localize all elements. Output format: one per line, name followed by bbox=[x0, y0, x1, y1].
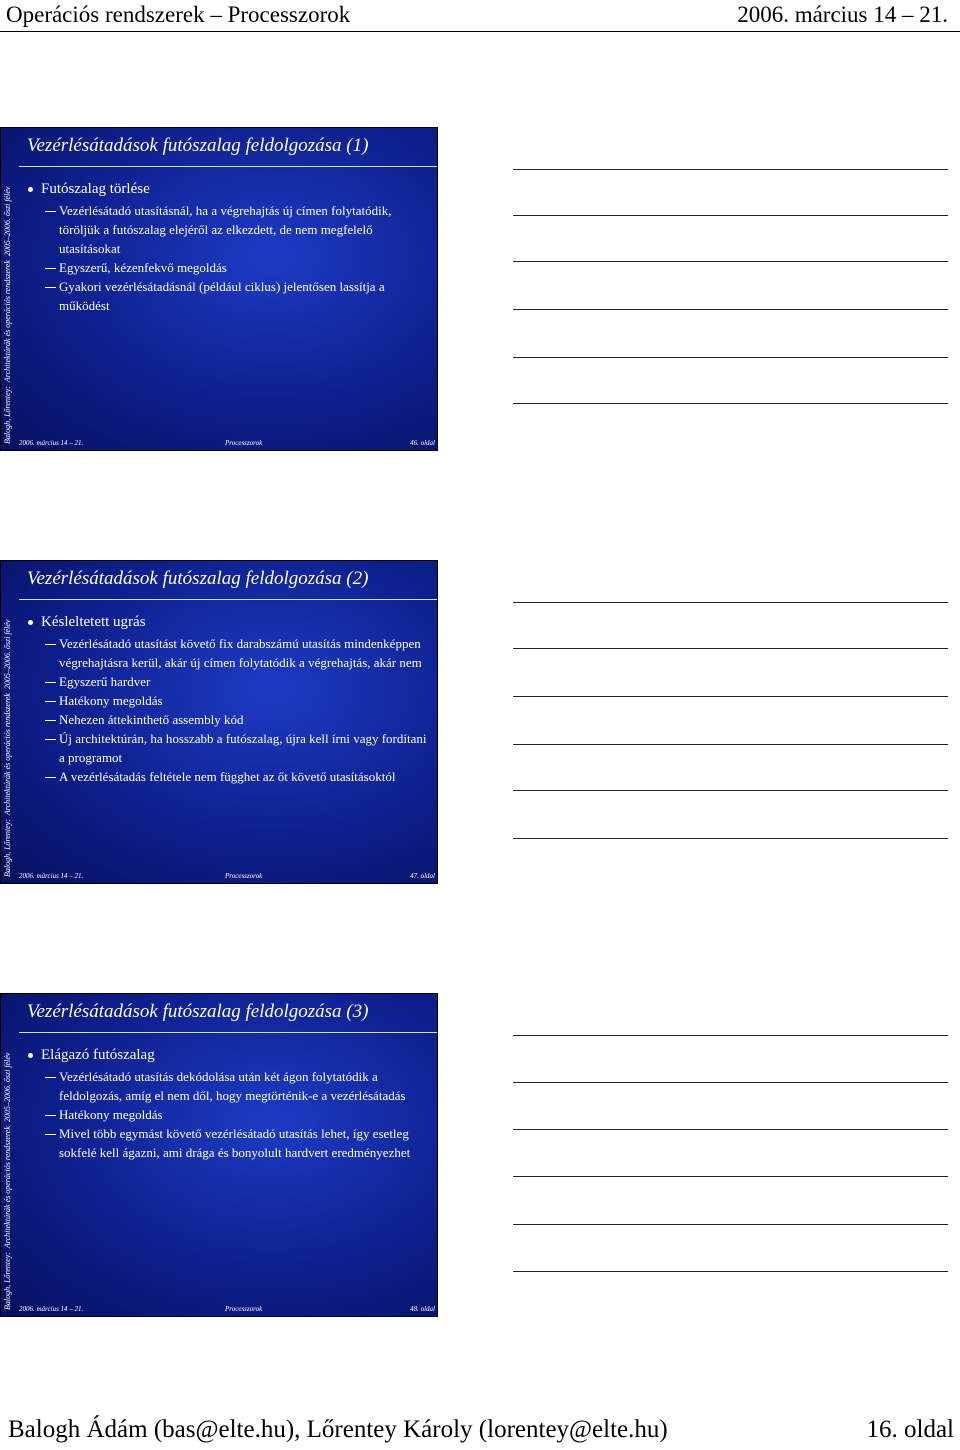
sub-item bbox=[27, 1067, 431, 1105]
slide-body bbox=[27, 1046, 431, 1162]
sub-text: Vezérlésátadó utasítást követő fix darabszámú utasítás mindenképpen végrehajtásra kerül, akár új címen folytatódik a végrehajtás, akár nem bbox=[59, 636, 422, 670]
sub-text: Egyszerű, kézenfekvő megoldás bbox=[59, 260, 227, 275]
sub-text: Egyszerű hardver bbox=[59, 674, 151, 689]
slide-footer-date: 2006. március 14 – 21. bbox=[19, 872, 84, 880]
note-line bbox=[513, 696, 948, 697]
note-line bbox=[513, 1176, 948, 1177]
side-label-authors: Balogh, Lőrentey: bbox=[3, 386, 12, 444]
sub-text: Nehezen áttekinthető assembly kód bbox=[59, 712, 244, 727]
sub-item bbox=[27, 634, 431, 672]
slide-footer-page: 48. oldal bbox=[410, 1305, 435, 1313]
sub-item bbox=[27, 767, 431, 786]
sub-item bbox=[27, 1124, 431, 1162]
slide-body bbox=[27, 180, 431, 315]
bullet-text: Elágazó futószalag bbox=[41, 1047, 155, 1063]
sub-text: Mivel több egymást követő vezérlésátadó utasítás lehet, így esetleg sokfelé kell ágazni, ami drága és bonyolult hardvert eredményezhet bbox=[59, 1126, 411, 1160]
side-label-authors: Balogh, Lőrentey: bbox=[3, 819, 12, 877]
sub-text: Hatékony megoldás bbox=[59, 1107, 163, 1122]
bullet-text: Futószalag törlése bbox=[41, 181, 150, 197]
side-label-term: 2005–2006. őszi félév bbox=[3, 619, 12, 690]
sub-item bbox=[27, 277, 431, 315]
header-title: Operációs rendszerek – Processzorok bbox=[6, 2, 351, 27]
sub-text: A vezérlésátadás feltétele nem függhet az őt követő utasításoktól bbox=[59, 769, 396, 784]
slide-footer-topic: Processzorok bbox=[225, 439, 263, 447]
bullet-dot-icon bbox=[28, 187, 33, 192]
note-line bbox=[513, 602, 948, 603]
sub-item bbox=[27, 710, 431, 729]
side-label-term: 2005–2006. őszi félév bbox=[3, 1052, 12, 1123]
dash-icon bbox=[45, 739, 56, 740]
slide-footer-page: 47. oldal bbox=[410, 872, 435, 880]
slide-title-divider bbox=[19, 1032, 437, 1033]
side-label-term: 2005–2006. őszi félév bbox=[3, 186, 12, 257]
note-line bbox=[513, 403, 948, 404]
dash-icon bbox=[45, 701, 56, 702]
dash-icon bbox=[45, 1077, 56, 1078]
slide-footer bbox=[19, 1303, 435, 1315]
note-line bbox=[513, 1035, 948, 1036]
side-label-course: Architektúrák és operációs rendszerek bbox=[3, 1126, 12, 1249]
note-line bbox=[513, 1082, 948, 1083]
slide-footer-topic: Processzorok bbox=[225, 1305, 263, 1313]
sub-item bbox=[27, 729, 431, 767]
dash-icon bbox=[45, 268, 56, 269]
side-label-authors: Balogh, Lőrentey: bbox=[3, 1252, 12, 1310]
dash-icon bbox=[45, 211, 56, 212]
header-divider bbox=[0, 31, 960, 32]
slide-footer bbox=[19, 870, 435, 882]
slide-title-divider bbox=[19, 166, 437, 167]
side-label-course: Architektúrák és operációs rendszerek bbox=[3, 693, 12, 816]
slide-title: Vezérlésátadások futószalag feldolgozása (3) bbox=[27, 1001, 369, 1022]
note-line bbox=[513, 261, 948, 262]
bullet-item bbox=[27, 613, 431, 632]
sub-text: Új architektúrán, ha hosszabb a futószalag, újra kell írni vagy fordítani a programot bbox=[59, 731, 427, 765]
note-line bbox=[513, 215, 948, 216]
page-footer bbox=[0, 1410, 960, 1450]
side-label-course: Architektúrák és operációs rendszerek bbox=[3, 260, 12, 383]
slide-footer bbox=[19, 437, 435, 449]
slide-side-label bbox=[2, 993, 14, 1310]
bullet-item bbox=[27, 180, 431, 199]
note-line bbox=[513, 1271, 948, 1272]
bullet-item bbox=[27, 1046, 431, 1065]
slide-side-label bbox=[2, 560, 14, 877]
sub-item bbox=[27, 1105, 431, 1124]
sub-text: Hatékony megoldás bbox=[59, 693, 163, 708]
sub-item bbox=[27, 691, 431, 710]
sub-text: Gyakori vezérlésátadásnál (például ciklus) jelentősen lassítja a működést bbox=[59, 279, 385, 313]
bullet-text: Késleltetett ugrás bbox=[41, 614, 146, 630]
sub-text: Vezérlésátadó utasítás dekódolása után két ágon folytatódik a feldolgozás, amíg el nem dől, hogy megtörténik-e a vezérlésátadás bbox=[59, 1069, 406, 1103]
bullet-dot-icon bbox=[28, 620, 33, 625]
note-line bbox=[513, 838, 948, 839]
dash-icon bbox=[45, 287, 56, 288]
dash-icon bbox=[45, 1134, 56, 1135]
dash-icon bbox=[45, 1115, 56, 1116]
note-line bbox=[513, 790, 948, 791]
page-header bbox=[0, 0, 960, 30]
slide-47 bbox=[0, 560, 438, 884]
dash-icon bbox=[45, 720, 56, 721]
slide-footer-page: 46. oldal bbox=[410, 439, 435, 447]
dash-icon bbox=[45, 644, 56, 645]
note-line bbox=[513, 1129, 948, 1130]
slide-title: Vezérlésátadások futószalag feldolgozása (1) bbox=[27, 135, 369, 156]
sub-text: Vezérlésátadó utasításnál, ha a végrehajtás új címen folytatódik, töröljük a futószalag elejéről az elkezdett, de nem megfelelő utasításokat bbox=[59, 203, 392, 256]
note-line bbox=[513, 1224, 948, 1225]
slide-title-divider bbox=[19, 599, 437, 600]
slide-46 bbox=[0, 127, 438, 451]
note-line bbox=[513, 648, 948, 649]
footer-page-number: 16. oldal bbox=[866, 1416, 954, 1443]
sub-item bbox=[27, 201, 431, 258]
slide-footer-topic: Processzorok bbox=[225, 872, 263, 880]
slide-title: Vezérlésátadások futószalag feldolgozása (2) bbox=[27, 568, 369, 589]
header-date: 2006. március 14 – 21. bbox=[737, 2, 948, 27]
slide-body bbox=[27, 613, 431, 786]
slide-footer-date: 2006. március 14 – 21. bbox=[19, 1305, 84, 1313]
note-line bbox=[513, 169, 948, 170]
dash-icon bbox=[45, 682, 56, 683]
note-line bbox=[513, 744, 948, 745]
sub-item bbox=[27, 672, 431, 691]
footer-authors: Balogh Ádám (bas@elte.hu), Lőrentey Károly (lorentey@elte.hu) bbox=[8, 1416, 668, 1443]
bullet-dot-icon bbox=[28, 1053, 33, 1058]
note-line bbox=[513, 357, 948, 358]
sub-item bbox=[27, 258, 431, 277]
note-line bbox=[513, 309, 948, 310]
slide-footer-date: 2006. március 14 – 21. bbox=[19, 439, 84, 447]
slide-48 bbox=[0, 993, 438, 1317]
slide-side-label bbox=[2, 127, 14, 444]
dash-icon bbox=[45, 777, 56, 778]
